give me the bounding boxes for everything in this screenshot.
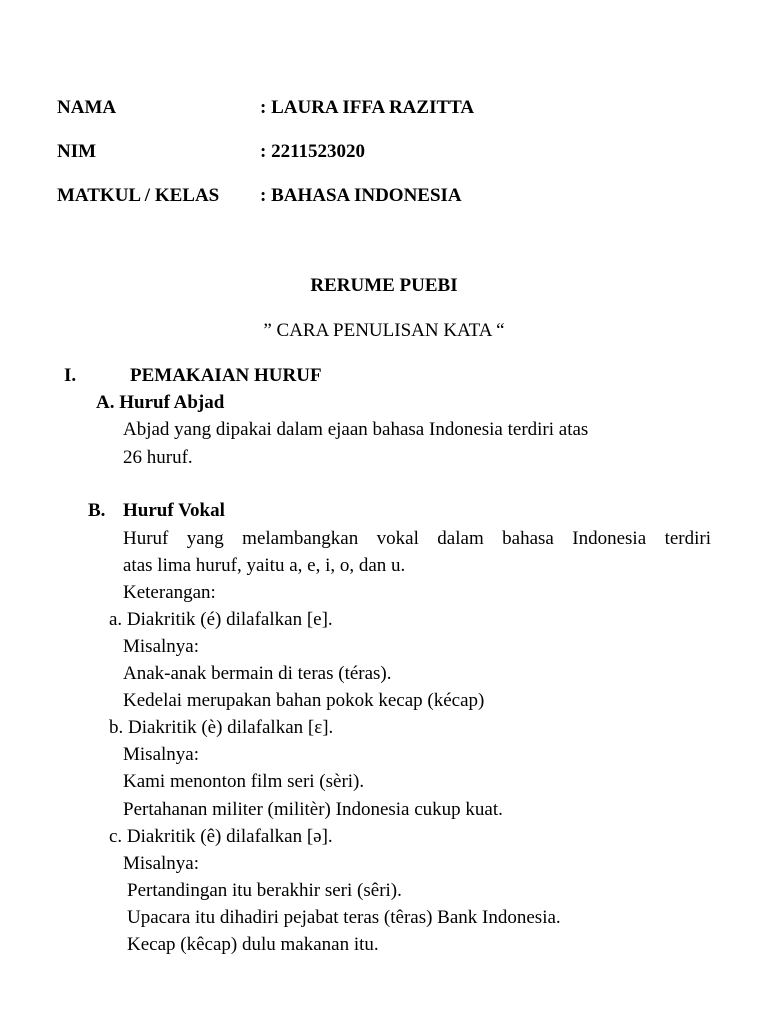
nim-value: : 2211523020	[260, 141, 366, 162]
rule-b-example-2: Pertahanan militer (militèr) Indonesia cukup kuat.	[123, 799, 503, 820]
rule-c-example-3: Kecap (kêcap) dulu makanan itu.	[127, 934, 379, 955]
document-title: RERUME PUEBI	[310, 275, 458, 296]
matkul-value: : BAHASA INDONESIA	[260, 185, 462, 206]
rule-c-example-1: Pertandingan itu berakhir seri (sêri).	[127, 880, 402, 901]
matkul-label: MATKUL / KELAS	[57, 185, 220, 206]
document-subtitle: ” CARA PENULISAN KATA “	[263, 320, 505, 341]
rule-a-example-2: Kedelai merupakan bahan pokok kecap (kécap)	[123, 690, 485, 711]
rule-c-example-2: Upacara itu dihadiri pejabat teras (têras) Bank Indonesia.	[127, 907, 561, 928]
nama-value: : LAURA IFFA RAZITTA	[260, 97, 475, 118]
rule-a-misalnya: Misalnya:	[123, 636, 199, 657]
part-b-line-2: atas lima huruf, yaitu a, e, i, o, dan u.	[123, 555, 406, 576]
rule-c: c. Diakritik (ê) dilafalkan [ə].	[109, 826, 333, 847]
keterangan-label: Keterangan:	[123, 582, 216, 603]
part-a-line-2: 26 huruf.	[123, 447, 193, 468]
rule-b-misalnya: Misalnya:	[123, 744, 199, 765]
part-b-letter: B.	[88, 500, 106, 521]
section-heading: PEMAKAIAN HURUF	[130, 365, 322, 386]
rule-c-misalnya: Misalnya:	[123, 853, 199, 874]
part-a-line-1: Abjad yang dipakai dalam ejaan bahasa Indonesia terdiri atas	[123, 419, 589, 440]
rule-b-example-1: Kami menonton film seri (sèri).	[123, 771, 365, 792]
part-a-heading: A. Huruf Abjad	[96, 392, 225, 413]
nim-label: NIM	[57, 141, 97, 162]
part-b-title: Huruf Vokal	[123, 500, 225, 521]
rule-b: b. Diakritik (è) dilafalkan [ɛ].	[109, 717, 334, 738]
part-b-line-1: Huruf yang melambangkan vokal dalam bahasa Indonesia terdiri	[123, 528, 711, 549]
rule-a-example-1: Anak-anak bermain di teras (téras).	[123, 663, 392, 684]
nama-label: NAMA	[57, 97, 117, 118]
section-number: I.	[64, 365, 77, 386]
rule-a: a. Diakritik (é) dilafalkan [e].	[109, 609, 333, 630]
